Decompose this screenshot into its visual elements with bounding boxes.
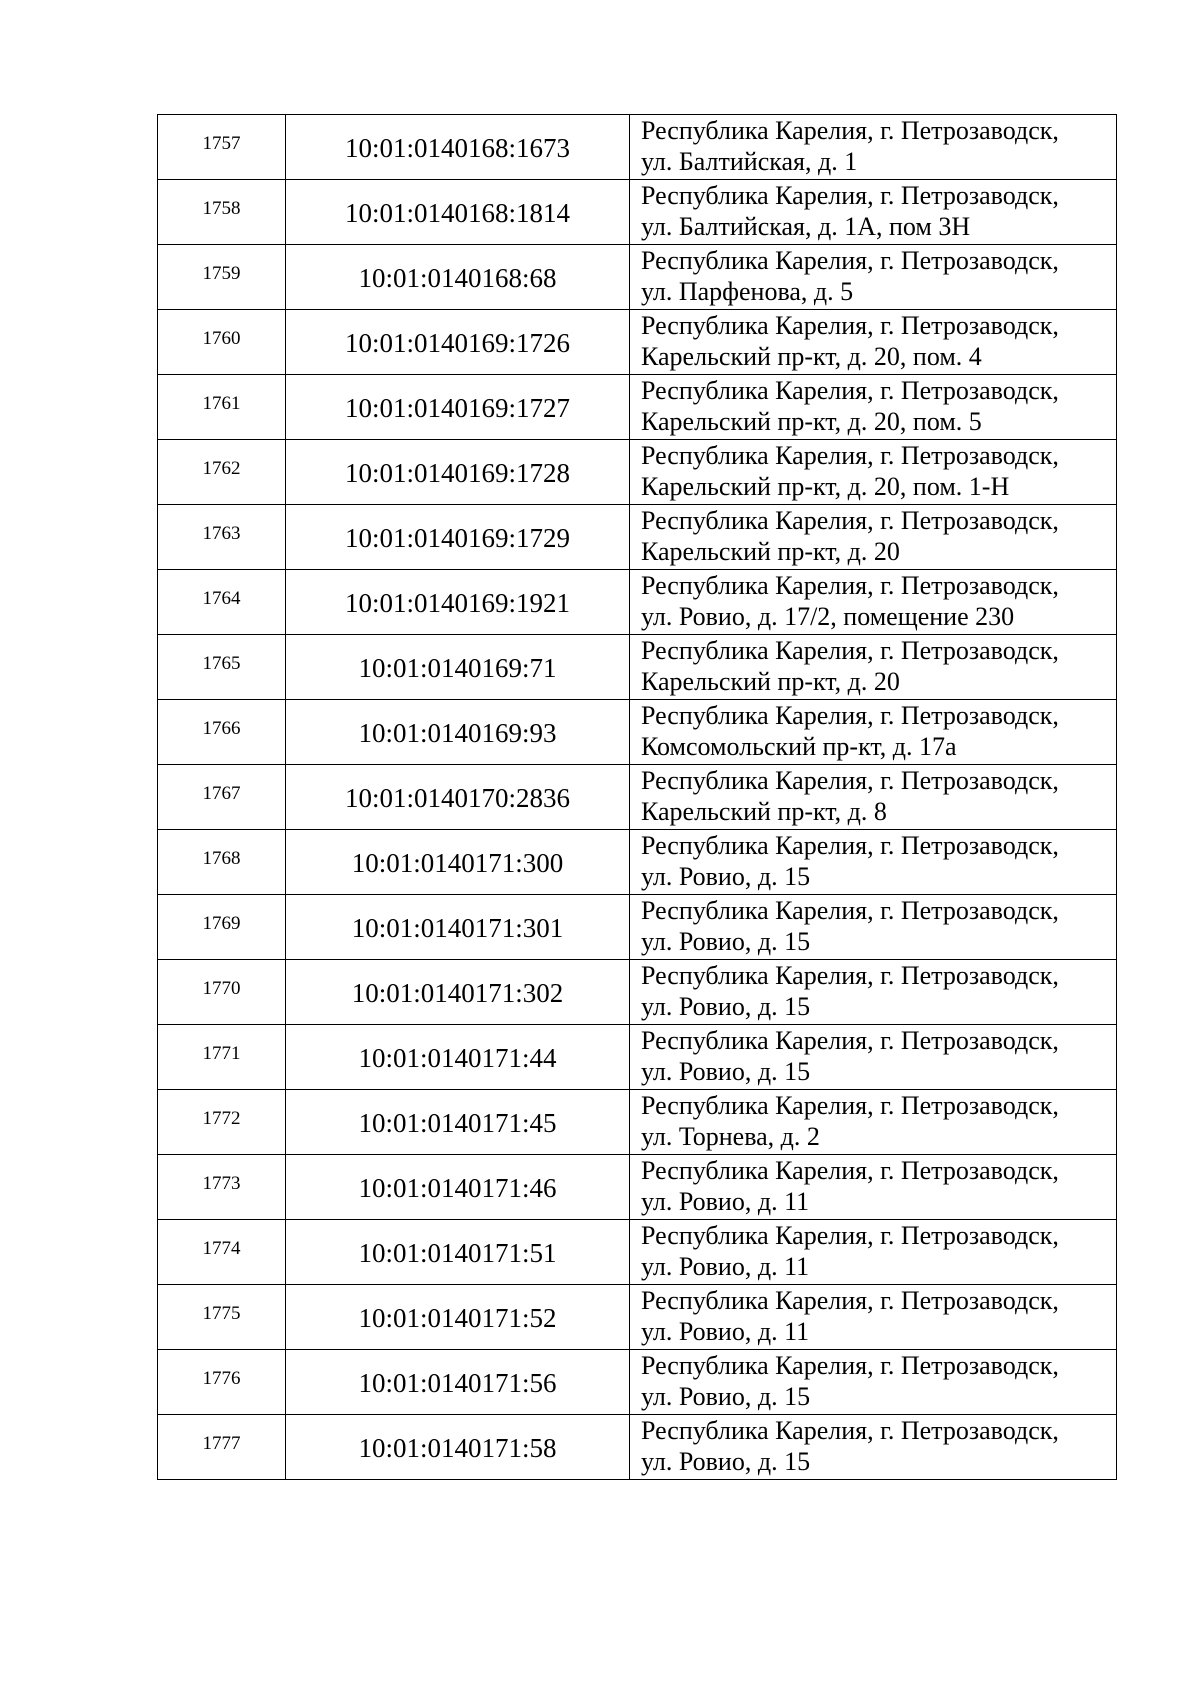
address-cell: [630, 1350, 1117, 1415]
address-cell: [630, 440, 1117, 505]
address-line-region: Республика Карелия, г. Петрозаводск,: [641, 1026, 1059, 1055]
address-line-street: Комсомольский пр-кт, д. 17а: [641, 732, 957, 761]
address-cell: [630, 505, 1117, 570]
table-row: [158, 1155, 1117, 1220]
address-cell: [630, 570, 1117, 635]
address-line-street: ул. Ровио, д. 11: [641, 1252, 810, 1281]
address-line-region: Республика Карелия, г. Петрозаводск,: [641, 1286, 1059, 1315]
address-line-region: Республика Карелия, г. Петрозаводск,: [641, 1156, 1059, 1185]
row-number: 1767: [158, 765, 286, 830]
address-line-region: Республика Карелия, г. Петрозаводск,: [641, 896, 1059, 925]
cadastral-number: 10:01:0140168:68: [286, 245, 630, 310]
address-line-region: Республика Карелия, г. Петрозаводск,: [641, 311, 1059, 340]
cadastral-number: 10:01:0140171:44: [286, 1025, 630, 1090]
address-line-street: Карельский пр-кт, д. 8: [641, 797, 887, 826]
table-row: [158, 1350, 1117, 1415]
address-line-street: Карельский пр-кт, д. 20, пом. 1-Н: [641, 472, 1010, 501]
address-line-street: Карельский пр-кт, д. 20: [641, 537, 900, 566]
cadastral-number: 10:01:0140169:1921: [286, 570, 630, 635]
address-line-street: ул. Ровио, д. 11: [641, 1317, 810, 1346]
table-row: [158, 505, 1117, 570]
address-line-street: ул. Ровио, д. 15: [641, 1382, 811, 1411]
cadastral-number: 10:01:0140169:1729: [286, 505, 630, 570]
cadastral-number: 10:01:0140169:1727: [286, 375, 630, 440]
address-line-street: ул. Ровио, д. 15: [641, 1057, 811, 1086]
table-row: [158, 830, 1117, 895]
row-number: 1763: [158, 505, 286, 570]
cadastral-number: 10:01:0140171:302: [286, 960, 630, 1025]
cadastral-number: 10:01:0140171:52: [286, 1285, 630, 1350]
address-cell: [630, 895, 1117, 960]
row-number: 1766: [158, 700, 286, 765]
address-line-street: ул. Ровио, д. 15: [641, 927, 811, 956]
cadastral-number: 10:01:0140169:71: [286, 635, 630, 700]
address-line-region: Республика Карелия, г. Петрозаводск,: [641, 1416, 1059, 1445]
address-line-region: Республика Карелия, г. Петрозаводск,: [641, 571, 1059, 600]
registry-table-body: [158, 115, 1117, 1480]
cadastral-number: 10:01:0140168:1673: [286, 115, 630, 180]
table-row: [158, 310, 1117, 375]
row-number: 1764: [158, 570, 286, 635]
address-line-region: Республика Карелия, г. Петрозаводск,: [641, 1351, 1059, 1380]
address-line-street: ул. Ровио, д. 15: [641, 1447, 811, 1476]
table-row: [158, 635, 1117, 700]
address-cell: [630, 1415, 1117, 1480]
address-line-street: ул. Парфенова, д. 5: [641, 277, 854, 306]
cadastral-number: 10:01:0140171:51: [286, 1220, 630, 1285]
address-line-street: Карельский пр-кт, д. 20: [641, 667, 900, 696]
row-number: 1772: [158, 1090, 286, 1155]
address-cell: [630, 960, 1117, 1025]
cadastral-number: 10:01:0140171:56: [286, 1350, 630, 1415]
row-number: 1771: [158, 1025, 286, 1090]
address-cell: [630, 765, 1117, 830]
row-number: 1774: [158, 1220, 286, 1285]
row-number: 1775: [158, 1285, 286, 1350]
address-line-street: Карельский пр-кт, д. 20, пом. 5: [641, 407, 982, 436]
row-number: 1777: [158, 1415, 286, 1480]
address-line-street: ул. Балтийская, д. 1: [641, 147, 858, 176]
address-line-street: Карельский пр-кт, д. 20, пом. 4: [641, 342, 982, 371]
address-cell: [630, 700, 1117, 765]
table-row: [158, 440, 1117, 505]
address-line-region: Республика Карелия, г. Петрозаводск,: [641, 441, 1059, 470]
address-cell: [630, 1285, 1117, 1350]
address-line-region: Республика Карелия, г. Петрозаводск,: [641, 1091, 1059, 1120]
address-cell: [630, 115, 1117, 180]
address-cell: [630, 635, 1117, 700]
table-row: [158, 180, 1117, 245]
address-line-street: ул. Балтийская, д. 1А, пом 3Н: [641, 212, 971, 241]
table-row: [158, 960, 1117, 1025]
address-line-region: Республика Карелия, г. Петрозаводск,: [641, 831, 1059, 860]
table-row: [158, 700, 1117, 765]
cadastral-number: 10:01:0140168:1814: [286, 180, 630, 245]
cadastral-number: 10:01:0140169:1728: [286, 440, 630, 505]
address-cell: [630, 1090, 1117, 1155]
address-line-region: Республика Карелия, г. Петрозаводск,: [641, 1221, 1059, 1250]
table-row: [158, 1025, 1117, 1090]
address-line-region: Республика Карелия, г. Петрозаводск,: [641, 246, 1059, 275]
table-row: [158, 245, 1117, 310]
address-cell: [630, 375, 1117, 440]
address-cell: [630, 1025, 1117, 1090]
address-line-street: ул. Ровио, д. 17/2, помещение 230: [641, 602, 1015, 631]
cadastral-number: 10:01:0140171:58: [286, 1415, 630, 1480]
address-cell: [630, 830, 1117, 895]
cadastral-number: 10:01:0140169:1726: [286, 310, 630, 375]
address-line-region: Республика Карелия, г. Петрозаводск,: [641, 961, 1059, 990]
address-line-street: ул. Ровио, д. 11: [641, 1187, 810, 1216]
cadastral-number: 10:01:0140171:45: [286, 1090, 630, 1155]
row-number: 1761: [158, 375, 286, 440]
row-number: 1773: [158, 1155, 286, 1220]
cadastral-number: 10:01:0140169:93: [286, 700, 630, 765]
address-cell: [630, 1155, 1117, 1220]
address-line-street: ул. Торнева, д. 2: [641, 1122, 820, 1151]
table-row: [158, 570, 1117, 635]
table-row: [158, 375, 1117, 440]
table-row: [158, 1415, 1117, 1480]
row-number: 1776: [158, 1350, 286, 1415]
table-row: [158, 1220, 1117, 1285]
table-row: [158, 765, 1117, 830]
row-number: 1769: [158, 895, 286, 960]
table-row: [158, 895, 1117, 960]
address-line-region: Республика Карелия, г. Петрозаводск,: [641, 636, 1059, 665]
cadastral-number: 10:01:0140171:300: [286, 830, 630, 895]
row-number: 1770: [158, 960, 286, 1025]
address-cell: [630, 180, 1117, 245]
row-number: 1757: [158, 115, 286, 180]
address-line-region: Республика Карелия, г. Петрозаводск,: [641, 766, 1059, 795]
table-row: [158, 115, 1117, 180]
address-cell: [630, 310, 1117, 375]
table-row: [158, 1285, 1117, 1350]
address-line-street: ул. Ровио, д. 15: [641, 992, 811, 1021]
address-line-region: Республика Карелия, г. Петрозаводск,: [641, 701, 1059, 730]
row-number: 1765: [158, 635, 286, 700]
address-cell: [630, 245, 1117, 310]
table-row: [158, 1090, 1117, 1155]
row-number: 1768: [158, 830, 286, 895]
cadastral-number: 10:01:0140170:2836: [286, 765, 630, 830]
property-registry-table: [157, 114, 1117, 1480]
row-number: 1762: [158, 440, 286, 505]
address-line-street: ул. Ровио, д. 15: [641, 862, 811, 891]
address-cell: [630, 1220, 1117, 1285]
address-line-region: Республика Карелия, г. Петрозаводск,: [641, 506, 1059, 535]
address-line-region: Республика Карелия, г. Петрозаводск,: [641, 181, 1059, 210]
row-number: 1759: [158, 245, 286, 310]
address-line-region: Республика Карелия, г. Петрозаводск,: [641, 116, 1059, 145]
row-number: 1758: [158, 180, 286, 245]
address-line-region: Республика Карелия, г. Петрозаводск,: [641, 376, 1059, 405]
cadastral-number: 10:01:0140171:301: [286, 895, 630, 960]
cadastral-number: 10:01:0140171:46: [286, 1155, 630, 1220]
row-number: 1760: [158, 310, 286, 375]
